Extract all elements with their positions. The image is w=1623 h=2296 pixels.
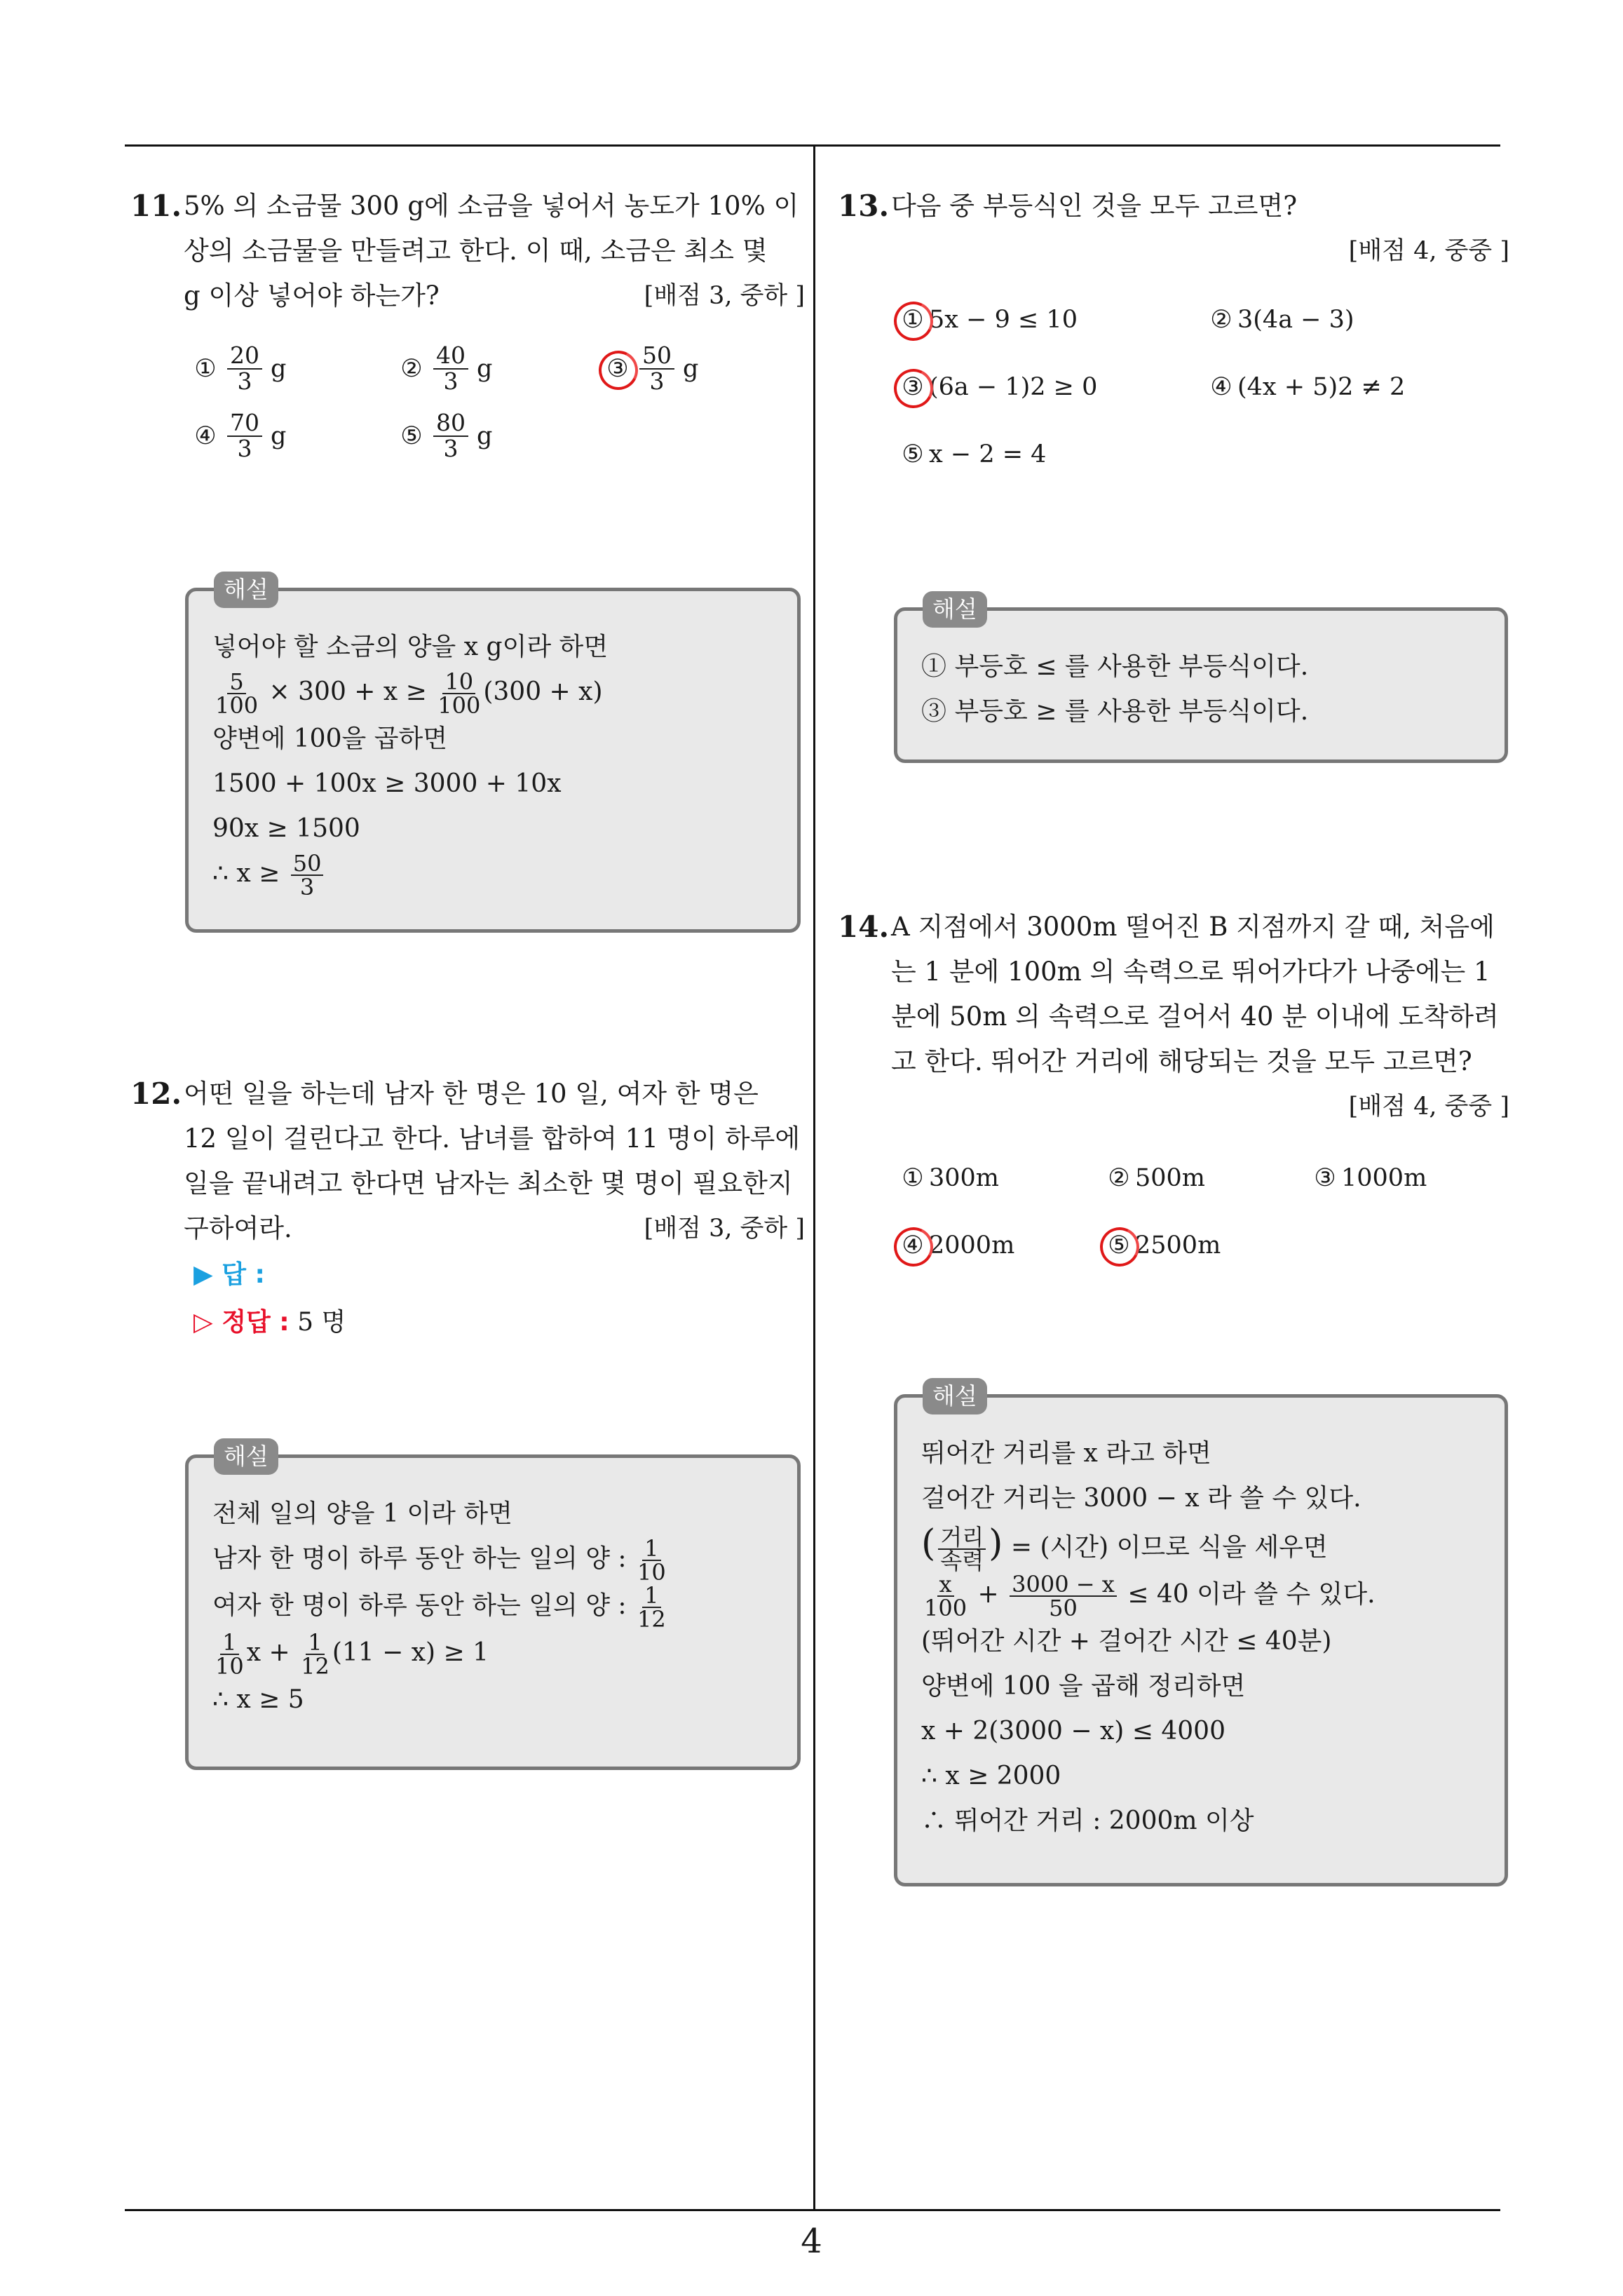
question-11 bbox=[130, 184, 805, 484]
question-number: 13. bbox=[838, 189, 890, 223]
question-line: 상의 소금물을 만들려고 한다. 이 때, 소금은 최소 몇 bbox=[184, 236, 768, 266]
choice-text: 500m bbox=[1135, 1164, 1205, 1192]
choice-1[interactable] bbox=[897, 306, 1078, 334]
circled-choice-number: ③ bbox=[602, 355, 634, 383]
question-text bbox=[891, 184, 1509, 229]
question-text bbox=[184, 1072, 805, 1251]
points-difficulty: [배점 3, 중하 ] bbox=[644, 1215, 805, 1243]
explanation-line: 양변에 100을 곱하면 bbox=[212, 724, 448, 753]
choice-number: ⑤ bbox=[902, 440, 924, 468]
choice-text: 5x − 9 ≤ 10 bbox=[929, 306, 1078, 334]
question-number: 11. bbox=[130, 189, 182, 223]
unit: g bbox=[271, 354, 287, 383]
choice-2[interactable] bbox=[1103, 1164, 1205, 1192]
circled-choice-number: ① bbox=[897, 306, 929, 334]
fraction: $\frac{70}{3}$ bbox=[227, 411, 262, 461]
choice-text: 1000m bbox=[1341, 1164, 1427, 1192]
explanation-line: 넣어야 할 소금의 양을 x g이라 하면 bbox=[212, 633, 609, 661]
unit: g bbox=[683, 354, 699, 383]
choice-number: ② bbox=[1210, 306, 1232, 334]
unit: g bbox=[477, 421, 493, 450]
question-line: 다음 중 부등식인 것을 모두 고르면? bbox=[891, 191, 1298, 221]
choice-number: ① bbox=[902, 1164, 924, 1192]
question-number: 14. bbox=[838, 910, 890, 944]
question-line: 고 한다. 뛰어간 거리에 해당되는 것을 모두 고르면? bbox=[891, 1046, 1472, 1076]
explanation-line: 뛰어간 거리를 x 라고 하면 bbox=[921, 1439, 1211, 1468]
choice-number: ④ bbox=[194, 421, 217, 450]
choice-4[interactable] bbox=[1205, 373, 1405, 401]
explanation-line: 90x ≥ 1500 bbox=[212, 814, 360, 843]
points-difficulty: [배점 4, 중중 ] bbox=[1348, 237, 1509, 265]
correct-answer-value: 5 명 bbox=[297, 1308, 346, 1337]
question-line: 는 1 분에 100m 의 속력으로 뛰어가다가 나중에는 1 bbox=[891, 957, 1490, 987]
question-line: g 이상 넣어야 하는가? bbox=[184, 281, 440, 311]
choice-number: ⑤ bbox=[400, 421, 423, 450]
explanation-line: ∴ x ≥ $\frac{50}{3}$ bbox=[212, 851, 776, 898]
explanation-line: ∴ x ≥ 2000 bbox=[921, 1762, 1061, 1790]
points-difficulty: [배점 3, 중하 ] bbox=[644, 282, 805, 310]
question-line: A 지점에서 3000m 떨어진 B 지점까지 갈 때, 처음에 bbox=[891, 912, 1495, 942]
top-rule bbox=[125, 144, 1500, 147]
unit: g bbox=[477, 354, 493, 383]
explanation-line: $\frac{5}{100}$ × 300 + x ≥ $\frac{10}{100}$ (300 + x) bbox=[215, 668, 603, 719]
choice-text: (6a − 1)2 ≥ 0 bbox=[929, 373, 1098, 401]
question-13 bbox=[838, 184, 1509, 516]
explanation-box-11 bbox=[185, 576, 801, 933]
question-line: 구하여라. bbox=[184, 1213, 292, 1243]
choice-5[interactable] bbox=[395, 411, 492, 461]
answer-choices bbox=[838, 1164, 1509, 1304]
explanation-line: (뛰어간 시간 + 걸어간 시간 ≤ 40분) bbox=[921, 1627, 1332, 1656]
choice-1[interactable] bbox=[897, 1164, 999, 1192]
explanation-line: ① 부등호 ≤ 를 사용한 부등식이다. bbox=[921, 652, 1309, 681]
choice-text: 2500m bbox=[1135, 1231, 1221, 1260]
question-text bbox=[184, 184, 805, 318]
explanation-box-14 bbox=[894, 1382, 1508, 1886]
question-text bbox=[891, 905, 1509, 1084]
question-number: 12. bbox=[130, 1076, 182, 1111]
question-line: 분에 50m 의 속력으로 걸어서 40 분 이내에 도착하려 bbox=[891, 1001, 1499, 1032]
explanation-line: 걸어간 거리는 3000 − x 라 쓸 수 있다. bbox=[921, 1484, 1361, 1513]
points-difficulty: [배점 4, 중중 ] bbox=[1348, 1093, 1509, 1121]
choice-text: 300m bbox=[929, 1164, 999, 1192]
explanation-box-13 bbox=[894, 595, 1508, 763]
choice-5[interactable] bbox=[1103, 1231, 1221, 1260]
explanation-line: ∴ 뛰어간 거리 : 2000m 이상 bbox=[921, 1807, 1254, 1835]
answer-choices bbox=[838, 306, 1509, 516]
page-number: 4 bbox=[801, 2222, 822, 2261]
circled-choice-number: ⑤ bbox=[1103, 1231, 1135, 1260]
explanation-line: 남자 한 명이 하루 동안 하는 일의 양 : $\frac{1}{10}$ bbox=[212, 1535, 666, 1586]
choice-number: ① bbox=[194, 354, 217, 383]
column-divider bbox=[813, 144, 815, 2210]
correct-answer-label: ▷ 정답 : bbox=[193, 1308, 290, 1337]
explanation-box-12 bbox=[185, 1443, 801, 1770]
bottom-rule bbox=[125, 2209, 1500, 2211]
choice-text: (4x + 5)2 ≠ 2 bbox=[1237, 373, 1406, 401]
choice-1[interactable] bbox=[189, 344, 286, 393]
question-line: 일을 끝내려고 한다면 남자는 최소한 몇 명이 필요한지 bbox=[184, 1168, 793, 1198]
circled-choice-number: ③ bbox=[897, 373, 929, 401]
question-12 bbox=[130, 1072, 805, 1346]
choice-3[interactable] bbox=[1309, 1164, 1427, 1192]
choice-text: x − 2 = 4 bbox=[929, 440, 1047, 468]
choice-2[interactable] bbox=[1205, 306, 1354, 334]
choice-number: ③ bbox=[1314, 1164, 1336, 1192]
explanation-tag: 해설 bbox=[214, 1438, 278, 1475]
explanation-line: ( 거리 속력 ) = (시간) 이므로 식을 세우면 bbox=[921, 1522, 1328, 1574]
choice-number: ② bbox=[1108, 1164, 1130, 1192]
explanation-line: ③ 부등호 ≥ 를 사용한 부등식이다. bbox=[921, 697, 1309, 726]
explanation-line: 전체 일의 양을 1 이라 하면 bbox=[212, 1499, 512, 1528]
question-line: 12 일이 걸린다고 한다. 남녀를 합하여 11 명이 하루에 bbox=[184, 1123, 801, 1154]
explanation-tag: 해설 bbox=[923, 1378, 987, 1414]
explanation-line: 1500 + 100x ≥ 3000 + 10x bbox=[212, 769, 562, 798]
fraction: $\frac{80}{3}$ bbox=[433, 411, 468, 461]
choice-3[interactable] bbox=[602, 344, 698, 393]
answer-choices bbox=[130, 344, 805, 484]
explanation-line: 여자 한 명이 하루 동안 하는 일의 양 : $\frac{1}{12}$ bbox=[212, 1582, 666, 1633]
question-line: 5% 의 소금물 300 g에 소금을 넣어서 농도가 10% 이 bbox=[184, 191, 799, 221]
choice-text: 3(4a − 3) bbox=[1237, 306, 1354, 334]
explanation-tag: 해설 bbox=[214, 572, 278, 608]
choice-5[interactable] bbox=[897, 440, 1046, 468]
explanation-line: $\frac{1}{10}$ x + $\frac{1}{12}$ (11 − x) ≥ 1 bbox=[215, 1629, 489, 1680]
answer-field[interactable] bbox=[130, 1251, 805, 1299]
explanation-line: 양변에 100 을 곱해 정리하면 bbox=[921, 1672, 1246, 1701]
answer-label: ▶ 답 : bbox=[193, 1260, 265, 1289]
choice-number: ④ bbox=[1210, 373, 1232, 401]
fraction: $\frac{20}{3}$ bbox=[227, 344, 262, 393]
explanation-line: x + 2(3000 − x) ≤ 4000 bbox=[921, 1717, 1225, 1745]
correct-answer bbox=[130, 1299, 805, 1346]
choice-text: 2000m bbox=[929, 1231, 1015, 1260]
question-14 bbox=[838, 905, 1509, 1304]
fraction: $\frac{40}{3}$ bbox=[433, 344, 468, 393]
choice-2[interactable] bbox=[395, 344, 492, 393]
unit: g bbox=[271, 421, 287, 450]
circled-choice-number: ④ bbox=[897, 1231, 929, 1260]
choice-4[interactable] bbox=[897, 1231, 1014, 1260]
explanation-line: ∴ x ≥ 5 bbox=[212, 1685, 304, 1714]
explanation-tag: 해설 bbox=[923, 591, 987, 628]
question-line: 어떤 일을 하는데 남자 한 명은 10 일, 여자 한 명은 bbox=[184, 1079, 759, 1109]
explanation-line: $\frac{x}{100}$ + $\frac{3000 - x}{50}$ ≤ 40 이라 쓸 수 있다. bbox=[924, 1571, 1376, 1621]
choice-4[interactable] bbox=[189, 411, 286, 461]
choice-3[interactable] bbox=[897, 373, 1097, 401]
choice-number: ② bbox=[400, 354, 423, 383]
fraction: $\frac{50}{3}$ bbox=[639, 344, 674, 393]
